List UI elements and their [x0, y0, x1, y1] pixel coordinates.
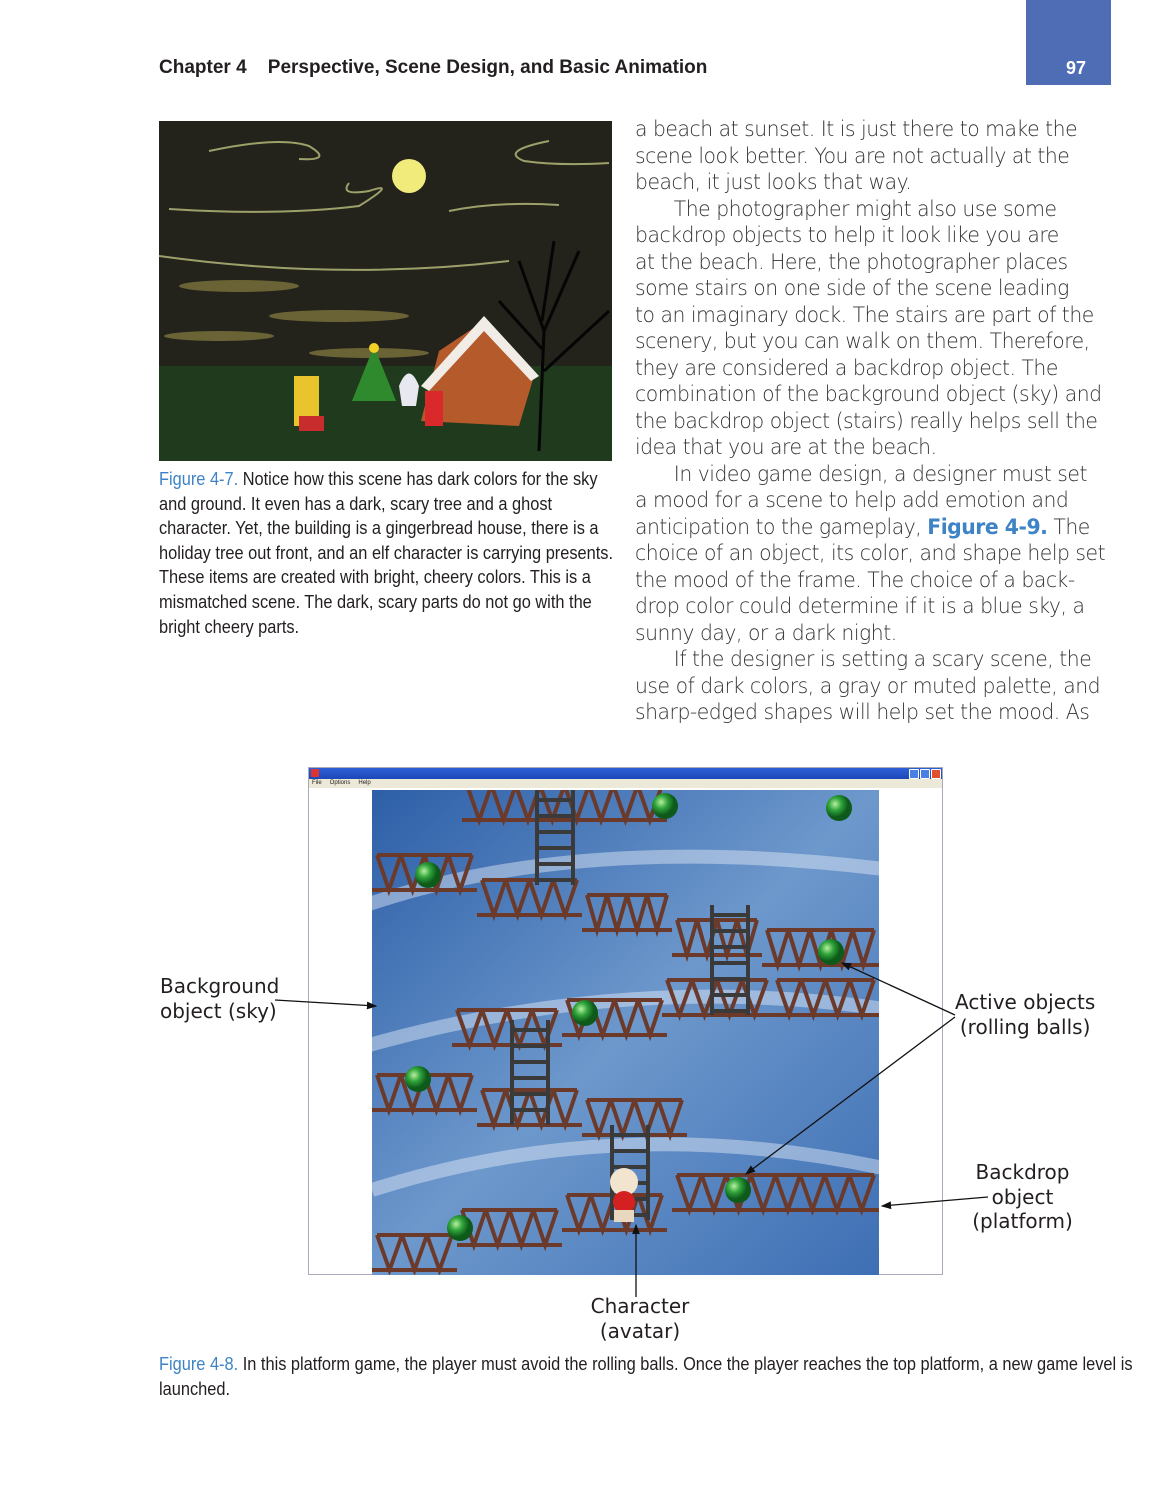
rolling-ball: [826, 795, 852, 821]
text-line: the mood of the frame. The choice of a back-: [635, 567, 1075, 592]
caption-text: In this platform game, the player must avoid the rolling balls. Once the player reaches the top platform, a new game level is launched.: [159, 1354, 1133, 1399]
text-line: sunny day, or a dark night.: [635, 620, 897, 645]
running-header: [159, 57, 707, 79]
text-line: scenery, but you can walk on them. Therefore,: [635, 329, 1090, 353]
text-line: a mood for a scene to help add emotion and: [635, 488, 1069, 512]
menu-help[interactable]: Help: [358, 780, 371, 786]
text-line: The photographer might also use some: [673, 196, 1057, 221]
rolling-ball: [405, 1066, 431, 1092]
text-line: to an imaginary dock. The stairs are part of the: [635, 302, 1094, 327]
text-line: If the designer is setting a scary scene, the: [673, 647, 1092, 671]
annotation-character: Character (avatar): [590, 1294, 690, 1343]
app-icon: [311, 769, 319, 777]
figure-4-8-caption: [159, 1352, 1149, 1401]
chapter-label: Chapter 4: [159, 57, 247, 78]
text-line: use of dark colors, a gray or muted palette, and: [635, 673, 1101, 698]
annotation-backdrop: Backdrop object (platform): [972, 1160, 1073, 1233]
annotation-active-objects: Active objects (rolling balls): [955, 990, 1096, 1039]
text-line: drop color could determine if it is a blue sky, a: [635, 594, 1085, 618]
maximize-button[interactable]: [920, 769, 930, 779]
text-line: some stairs on one side of the scene leading: [635, 276, 1069, 300]
rolling-ball: [447, 1215, 473, 1241]
annotation-background: Background object (sky): [160, 974, 280, 1023]
text-line: a beach at sunset. It is just there to make the: [635, 117, 1078, 141]
text-line: at the beach. Here, the photographer places: [635, 249, 1068, 274]
caption-text: Notice how this scene has dark colors for the sky and ground. It even has a dark, scary tree and a ghost character. Yet, the building is a gingerbread house, there is a holiday tree out front, and an elf character is carrying presents. These items are created with bright, cheery colors. This is a mismatched scene. The dark, scary parts do not go with the bright cheery parts.: [159, 469, 614, 637]
text-line: choice of an object, its color, and shape help set: [635, 541, 1106, 565]
text-line: idea that you are at the beach.: [635, 435, 937, 459]
chapter-title: Perspective, Scene Design, and Basic Animation: [267, 57, 708, 78]
text-line: backdrop objects to help it look like you are: [635, 223, 1059, 247]
text-line: scene look better. You are not actually at the: [635, 143, 1070, 168]
rolling-ball: [415, 862, 441, 888]
menu-options[interactable]: Options: [329, 780, 351, 786]
text-line: sharp-edged shapes will help set the mood. As: [635, 700, 1090, 724]
text-line: combination of the background object (sky) and: [635, 382, 1102, 406]
rolling-ball: [652, 793, 678, 819]
figure-4-9-link[interactable]: Figure 4-9.: [927, 514, 1048, 539]
text-line: anticipation to the gameplay, Figure 4-9. The: [635, 514, 1090, 539]
moon: [392, 159, 426, 193]
window-title-bar: [309, 768, 942, 779]
close-button[interactable]: [931, 769, 941, 779]
figure-4-7-image: [159, 121, 612, 461]
minimize-button[interactable]: [909, 769, 919, 779]
text-line: beach, it just looks that way.: [635, 170, 912, 194]
text-line: In video game design, a designer must set: [673, 461, 1087, 486]
rolling-ball: [725, 1177, 751, 1203]
game-canvas: [372, 790, 879, 1275]
page-number: 97: [1065, 58, 1087, 78]
menu-file[interactable]: File: [312, 780, 322, 786]
figure-label: Figure 4-7.: [159, 469, 239, 489]
figure-4-7-caption: [159, 467, 618, 639]
rolling-ball: [572, 1000, 598, 1026]
body-text-column: [635, 116, 1120, 726]
figure-label: Figure 4-8.: [159, 1354, 239, 1374]
text-line: they are considered a backdrop object. The: [635, 355, 1058, 380]
text-line: the backdrop object (stairs) really helps sell the: [635, 408, 1098, 433]
menu-bar: [309, 779, 942, 788]
rolling-ball: [818, 939, 844, 965]
